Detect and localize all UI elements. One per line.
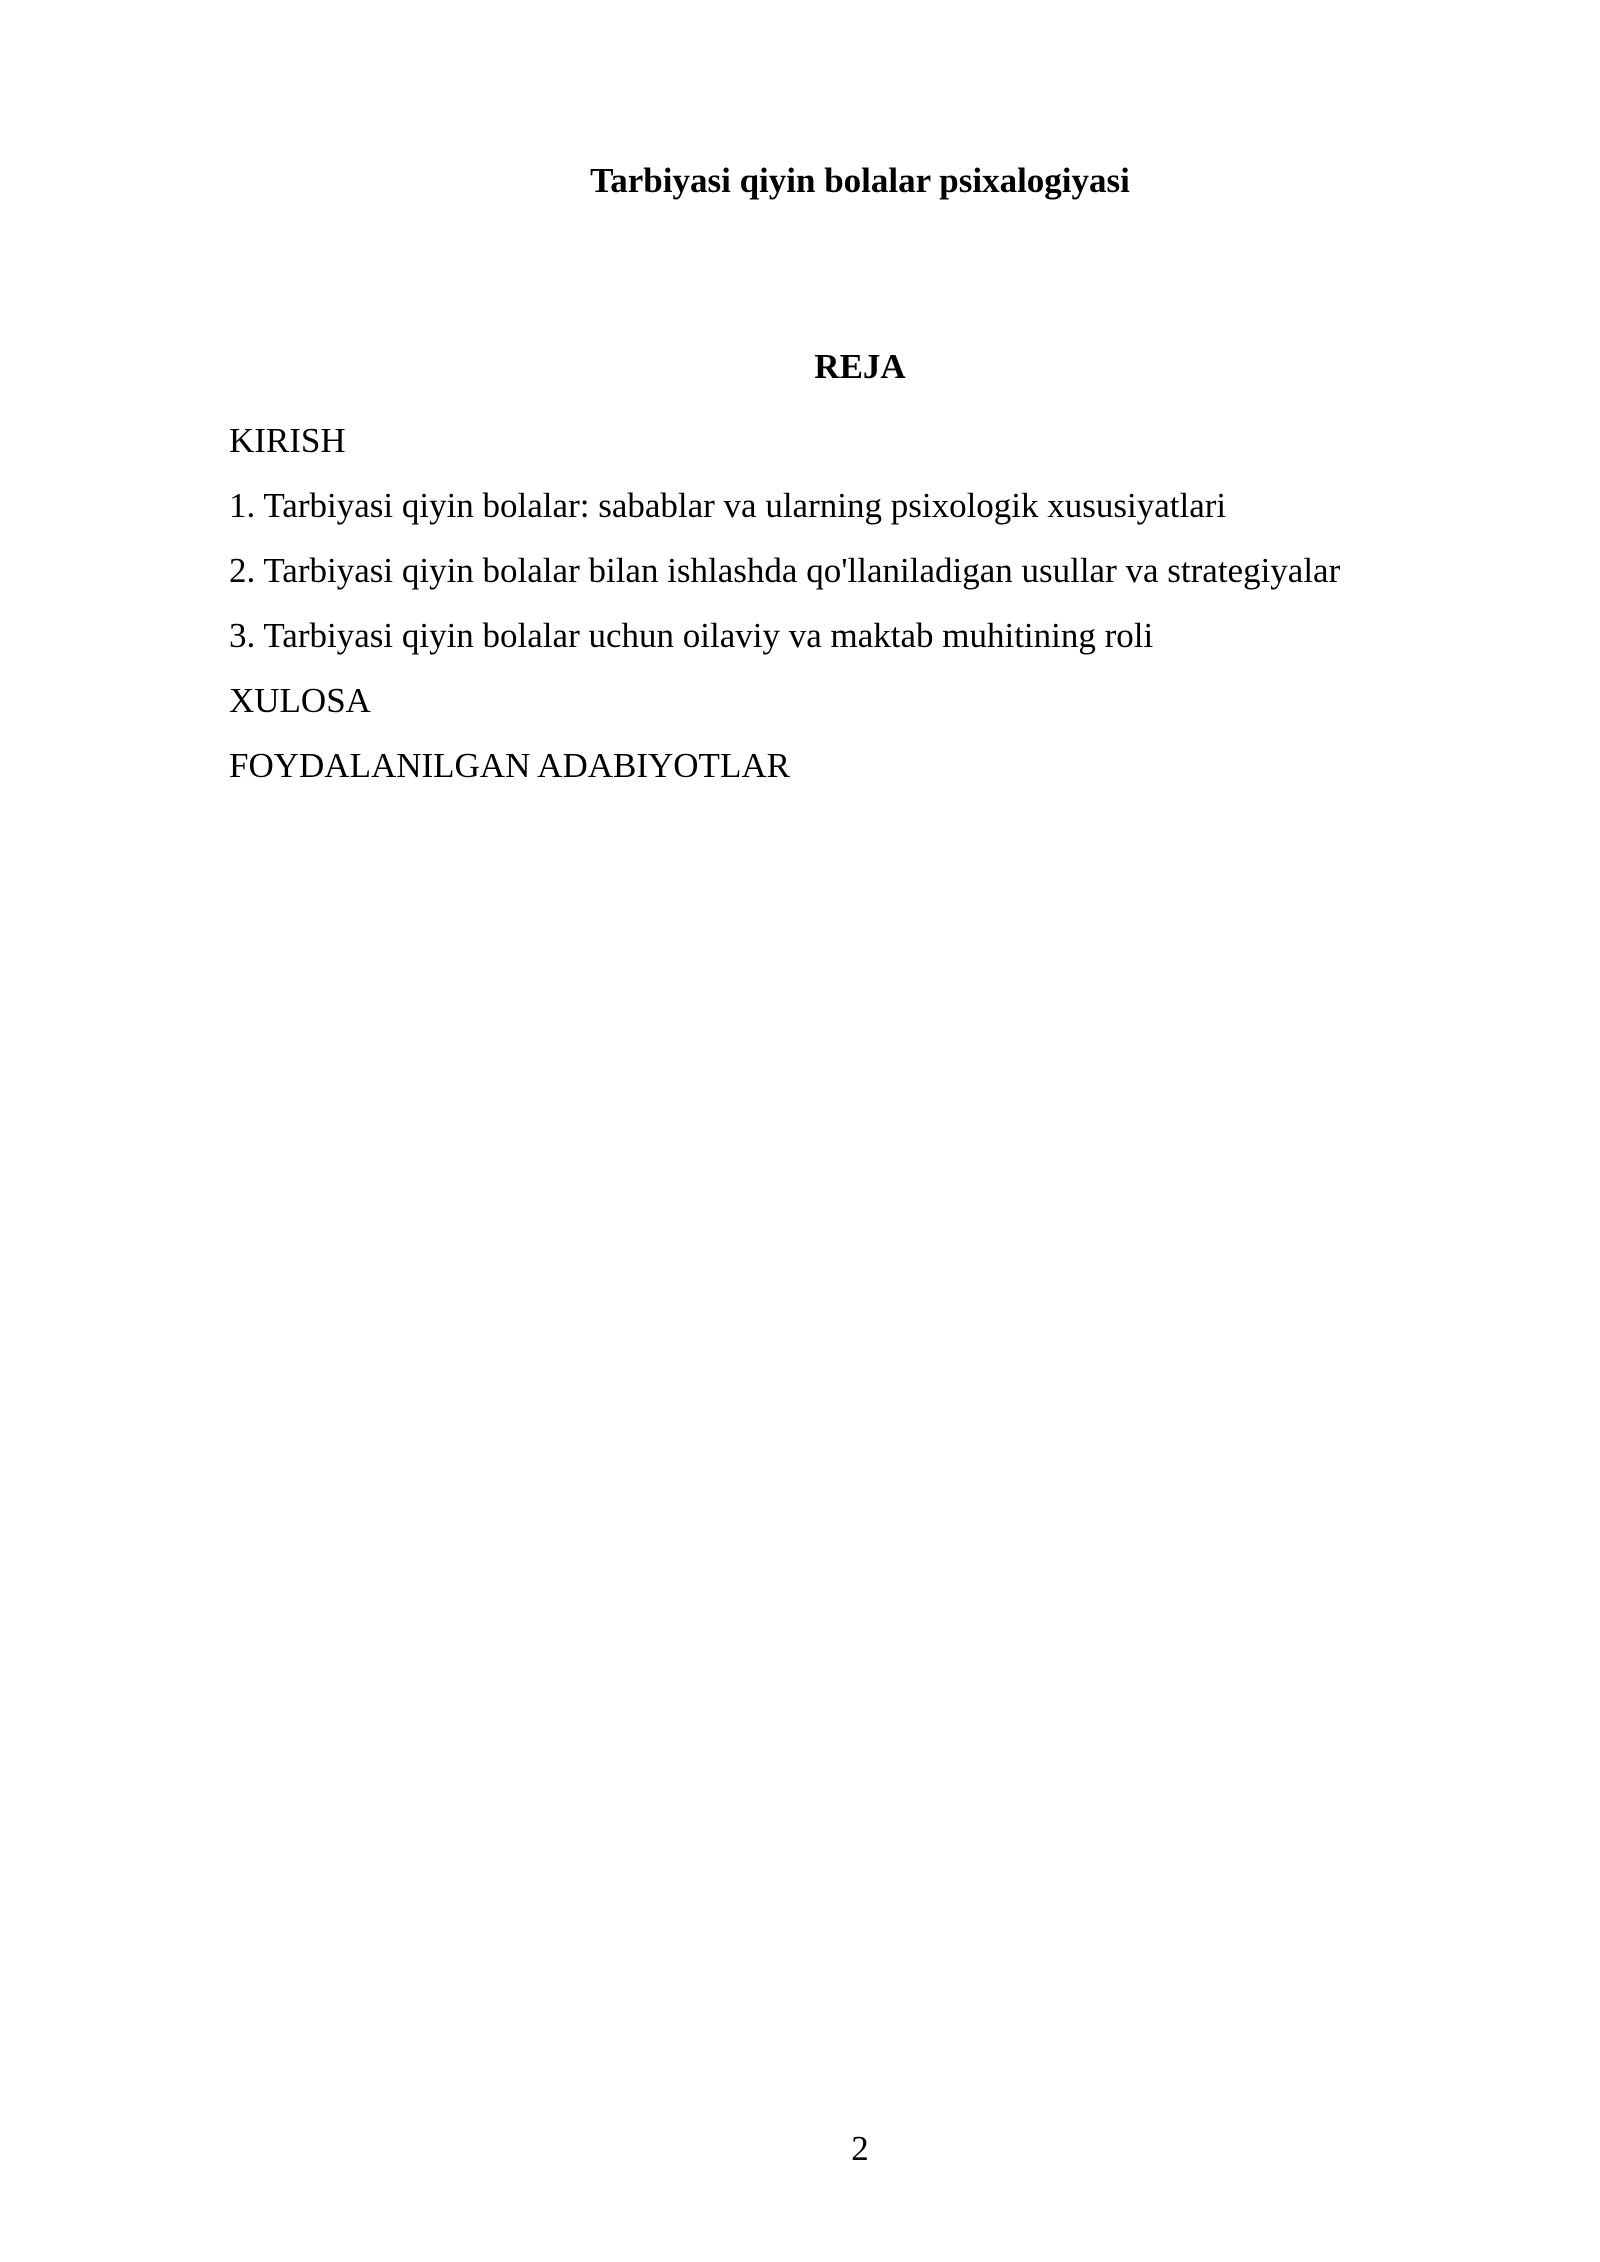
plan-list [229,420,1340,810]
plan-item-introduction: KIRISH [229,421,346,460]
plan-item-conclusion: XULOSA [229,681,371,720]
document-title: Tarbiyasi qiyin bolalar psixalogiyasi [590,161,1130,200]
plan-item-1: 1. Tarbiyasi qiyin bolalar: sabablar va ularning psixologik xususiyatlari [229,486,1227,525]
plan-item-references: FOYDALANILGAN ADABIYOTLAR [229,746,790,785]
plan-heading: REJA [814,347,906,386]
plan-item-3: 3. Tarbiyasi qiyin bolalar uchun oilaviy va maktab muhitining roli [229,616,1154,655]
page-number: 2 [851,2129,869,2168]
plan-item-2: 2. Tarbiyasi qiyin bolalar bilan ishlashda qo'llaniladigan usullar va strategiyalar [229,551,1341,590]
